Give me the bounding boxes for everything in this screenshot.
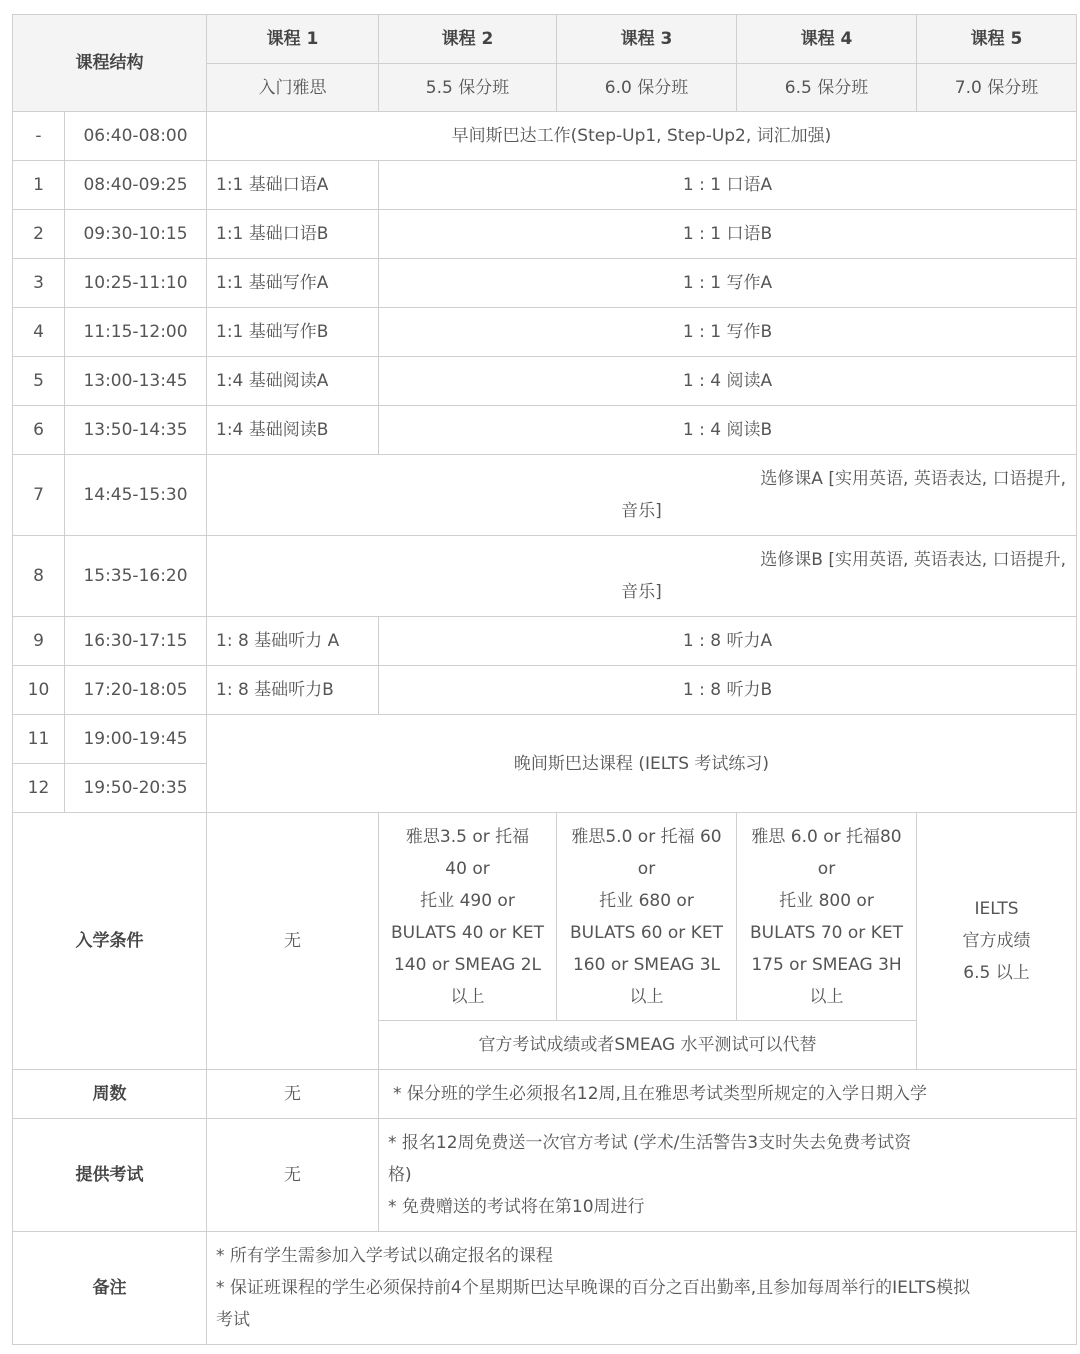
schedule-row <box>13 455 1077 536</box>
period-time: 16:30-17:15 <box>65 617 207 666</box>
schedule-row <box>13 161 1077 210</box>
period-number: 8 <box>13 536 65 617</box>
period-time: 11:15-12:00 <box>65 308 207 357</box>
course-1-class: 1:4 基础阅读B <box>207 406 379 455</box>
course-1-class: 1:1 基础口语A <box>207 161 379 210</box>
course-1-class: 1:1 基础写作A <box>207 259 379 308</box>
admission-line: 140 or SMEAG 2L <box>393 954 542 975</box>
admission-line: 官方成绩 <box>962 931 1031 951</box>
period-time: 10:25-11:10 <box>65 259 207 308</box>
shared-class: 1 : 8 听力B <box>379 666 1077 715</box>
remarks-line: * 保证班课程的学生必须保持前4个星期斯巴达早晚课的百分之百出勤率,且参加每周举行的IELTS模拟 <box>216 1278 971 1298</box>
period-number: 4 <box>13 308 65 357</box>
course-schedule <box>12 14 1077 1345</box>
schedule-row <box>13 210 1077 259</box>
period-number: 6 <box>13 406 65 455</box>
admission-label: 入学条件 <box>13 813 207 1070</box>
schedule-row <box>13 406 1077 455</box>
period-time: 14:45-15:30 <box>65 455 207 536</box>
admission-course-1: 无 <box>207 813 379 1070</box>
admission-line: 以上 <box>629 986 664 1007</box>
period-number: 2 <box>13 210 65 259</box>
schedule-row <box>13 536 1077 617</box>
exam-course-1: 无 <box>207 1119 379 1232</box>
admission-line: 托业 680 or <box>599 890 694 911</box>
course-1-class: 1: 8 基础听力B <box>207 666 379 715</box>
shared-class: 1 : 4 阅读A <box>379 357 1077 406</box>
period-time: 08:40-09:25 <box>65 161 207 210</box>
course-3-level: 6.0 保分班 <box>557 64 737 112</box>
period-number: 7 <box>13 455 65 536</box>
evening-sparta: 晚间斯巴达课程 (IELTS 考试练习) <box>207 715 1077 813</box>
admission-line: BULATS 70 or KET <box>750 922 903 943</box>
course-2-header: 课程 2 <box>379 15 557 64</box>
remarks-row <box>13 1232 1077 1345</box>
remarks-text <box>207 1232 1077 1345</box>
header-corner: 课程结构 <box>13 15 207 112</box>
weeks-label: 周数 <box>13 1070 207 1119</box>
exam-line: 格) <box>388 1165 412 1185</box>
shared-class: 1 : 8 听力A <box>379 617 1077 666</box>
course-1-header: 课程 1 <box>207 15 379 64</box>
course-1-class: 1:1 基础写作B <box>207 308 379 357</box>
period-number: 1 <box>13 161 65 210</box>
weeks-course-1: 无 <box>207 1070 379 1119</box>
remarks-line: * 所有学生需参加入学考试以确定报名的课程 <box>216 1246 553 1266</box>
remarks-line: 考试 <box>216 1310 250 1330</box>
period-number: 10 <box>13 666 65 715</box>
exam-text <box>379 1119 1077 1232</box>
shared-class: 1 : 1 口语A <box>379 161 1077 210</box>
morning-sparta: 早间斯巴达工作(Step-Up1, Step-Up2, 词汇加强) <box>207 112 1077 161</box>
exam-line: * 报名12周免费送一次官方考试 (学术/生活警告3支时失去免费考试资 <box>388 1133 912 1153</box>
shared-class: 1 : 1 口语B <box>379 210 1077 259</box>
admission-course-2 <box>379 813 557 1021</box>
admission-line: 托业 800 or <box>779 890 874 911</box>
admission-line: or <box>817 858 836 879</box>
period-number: 11 <box>13 715 65 764</box>
period-number: 12 <box>13 764 65 813</box>
remarks-label: 备注 <box>13 1232 207 1345</box>
course-3-header: 课程 3 <box>557 15 737 64</box>
exam-label: 提供考试 <box>13 1119 207 1232</box>
course-5-header: 课程 5 <box>917 15 1077 64</box>
course-1-level: 入门雅思 <box>207 64 379 112</box>
schedule-row <box>13 259 1077 308</box>
admission-line: 40 or <box>445 858 490 879</box>
course-4-header: 课程 4 <box>737 15 917 64</box>
elective-b-line2: 音乐] <box>621 582 662 602</box>
schedule-row <box>13 666 1077 715</box>
admission-line: or <box>637 858 656 879</box>
exam-line: * 免费赠送的考试将在第10周进行 <box>388 1197 645 1217</box>
admission-line: 以上 <box>450 986 485 1007</box>
schedule-row <box>13 617 1077 666</box>
admission-course-3 <box>557 813 737 1021</box>
admission-line: 6.5 以上 <box>963 963 1030 983</box>
period-number: - <box>13 112 65 161</box>
elective-a <box>207 455 1077 536</box>
shared-class: 1 : 4 阅读B <box>379 406 1077 455</box>
period-time: 13:50-14:35 <box>65 406 207 455</box>
shared-class: 1 : 1 写作B <box>379 308 1077 357</box>
elective-b-line1: 选修课B [实用英语, 英语表达, 口语提升, <box>760 550 1066 570</box>
schedule-row <box>13 308 1077 357</box>
course-table <box>12 14 1077 1345</box>
period-time: 13:00-13:45 <box>65 357 207 406</box>
admission-line: BULATS 40 or KET <box>391 922 544 943</box>
elective-a-line1: 选修课A [实用英语, 英语表达, 口语提升, <box>760 469 1066 489</box>
weeks-text: * 保分班的学生必须报名12周,且在雅思考试类型所规定的入学日期入学 <box>379 1070 1077 1119</box>
admission-course-5 <box>917 813 1077 1070</box>
shared-class: 1 : 1 写作A <box>379 259 1077 308</box>
period-time: 09:30-10:15 <box>65 210 207 259</box>
exam-row <box>13 1119 1077 1232</box>
period-time: 06:40-08:00 <box>65 112 207 161</box>
elective-a-line2: 音乐] <box>621 501 662 521</box>
period-number: 5 <box>13 357 65 406</box>
admission-line: 雅思3.5 or 托福 <box>405 826 530 847</box>
period-number: 9 <box>13 617 65 666</box>
header-row-courses <box>13 15 1077 64</box>
schedule-row <box>13 112 1077 161</box>
admission-line: 托业 490 or <box>420 890 515 911</box>
schedule-row <box>13 357 1077 406</box>
admission-note: 官方考试成绩或者SMEAG 水平测试可以代替 <box>379 1021 917 1070</box>
weeks-row <box>13 1070 1077 1119</box>
admission-row <box>13 813 1077 1021</box>
admission-line: 雅思5.0 or 托福 60 <box>571 826 722 847</box>
elective-b <box>207 536 1077 617</box>
admission-course-4 <box>737 813 917 1021</box>
admission-line: 以上 <box>809 986 844 1007</box>
period-time: 15:35-16:20 <box>65 536 207 617</box>
course-1-class: 1: 8 基础听力 A <box>207 617 379 666</box>
course-2-level: 5.5 保分班 <box>379 64 557 112</box>
course-4-level: 6.5 保分班 <box>737 64 917 112</box>
admission-line: 雅思 6.0 or 托福80 <box>751 826 902 847</box>
admission-line: IELTS <box>974 899 1019 919</box>
period-time: 17:20-18:05 <box>65 666 207 715</box>
period-time: 19:50-20:35 <box>65 764 207 813</box>
period-time: 19:00-19:45 <box>65 715 207 764</box>
schedule-row <box>13 715 1077 764</box>
period-number: 3 <box>13 259 65 308</box>
course-5-level: 7.0 保分班 <box>917 64 1077 112</box>
course-1-class: 1:4 基础阅读A <box>207 357 379 406</box>
admission-line: 160 or SMEAG 3L <box>572 954 721 975</box>
course-1-class: 1:1 基础口语B <box>207 210 379 259</box>
admission-line: BULATS 60 or KET <box>570 922 723 943</box>
admission-line: 175 or SMEAG 3H <box>751 954 902 975</box>
